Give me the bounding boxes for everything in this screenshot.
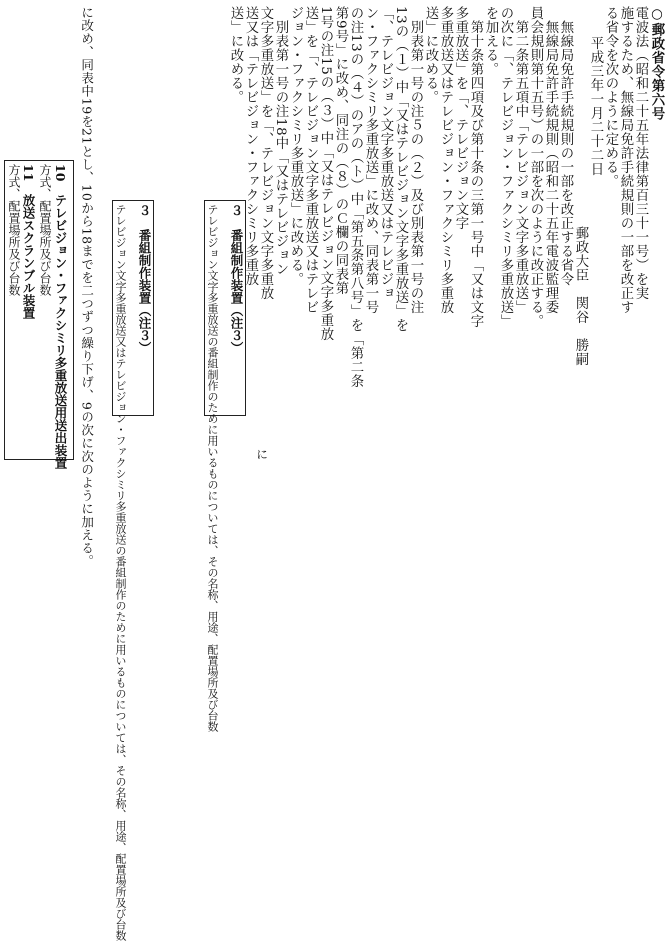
body-line: 1号の注15の（３）中「又はテレビジョン文字多重放 xyxy=(318,6,333,342)
preamble-line-1: 電波法（昭和二十五年法律第百三十一号）を実 xyxy=(633,6,648,300)
row-item: テレビジョン・ファクシミリ多重放送用送出装置 xyxy=(53,193,68,469)
minister-signature: 郵政大臣 関谷 勝嗣 xyxy=(573,226,588,366)
body-line: 送」に改める。 xyxy=(423,6,438,104)
preamble-line-2: 施するため、無線局免許手続規則の一部を改正す xyxy=(618,6,633,314)
table-old-desc: テレビジョン文字多重放送の番組制作のために用いるものについては、その名称、用途、配置場所及び台数 xyxy=(206,204,219,732)
ordinance-title: ○郵政省令第六号 xyxy=(649,6,665,121)
row-item: 番組制作装置（注３） xyxy=(229,229,244,354)
row-number: ３ xyxy=(137,204,152,217)
table-added-row-11 xyxy=(22,164,35,454)
row-number: ３ xyxy=(229,204,244,217)
body-line: 別表第一号の注５の（２）及び別表第一号の注 xyxy=(408,20,423,314)
row-number: 10 xyxy=(53,164,68,182)
body-line: 第二条第五項中「テレビジョン文字多重放送」 xyxy=(513,20,528,314)
table-added-row-10-desc: 方式、配置場所及び台数 xyxy=(38,164,52,296)
row-number: 11 xyxy=(21,164,36,182)
continuation-marker: に xyxy=(254,448,269,461)
body-line: 第十条第四項及び第十条の三第一号中「又は文字 xyxy=(468,20,483,328)
table-old-item xyxy=(230,204,243,412)
body-line: 送又は「テレビジョン・ファクシミリ多重放 xyxy=(243,6,258,286)
body-line: ジョン・ファクシミリ多重放送」に改める。 xyxy=(288,6,303,286)
table-added-row-10 xyxy=(53,164,68,469)
body-line: 無線局免許手続規則（昭和二十五年電波監理委 xyxy=(543,20,558,314)
preamble-line-3: る省令を次のように定める。 xyxy=(603,6,618,188)
body-line: 送」に改める。 xyxy=(228,6,243,104)
row-item: 番組制作装置（注３） xyxy=(137,229,152,354)
body-line: ン・ファクシミリ多重放送」に改め、同表第一号 xyxy=(363,6,378,314)
body-line: 第9号」に改め、同注の（８）のＣ欄の同表第 xyxy=(333,6,348,296)
body-line: を加える。 xyxy=(483,6,498,76)
body-line: 文字多重放送」を「、テレビジョン文字多重放 xyxy=(258,6,273,300)
body-line: 送」を「、テレビジョン文字多重放送又はテレビ xyxy=(303,6,318,314)
body-line: 員会規則第十五号）の一部を次のように改正する。 xyxy=(528,6,543,328)
body-line: 多重放送又はテレビジョン・ファクシミリ多重放 xyxy=(438,6,453,314)
body-line: 無線局免許手続規則の一部を改正する省令 xyxy=(558,20,573,286)
promulgation-date: 平成三年一月二十二日 xyxy=(588,36,603,176)
amendment-instruction: に改め、同表中19を21とし、10から18までを二つずつ繰り下げ、9の次に次のように加える。 xyxy=(79,6,95,568)
body-line: 「、テレビジョン文字多重放送又はテレビジョ xyxy=(378,6,393,300)
body-line: の次に「、テレビジョン・ファクシミリ多重放送」 xyxy=(498,6,513,328)
body-line: の注13の（４）のアの（ト）中「第五条第八号」を「第二条 xyxy=(348,6,363,389)
body-line: 別表第一号の注18中「又はテレビジョン xyxy=(273,20,288,277)
body-line: 13の（１）中「又はテレビジョン文字多重放送」を xyxy=(393,6,408,333)
table-added-row-11-desc: 方式、配置場所及び台数 xyxy=(7,164,21,296)
row-item: 放送スクランブル装置 xyxy=(21,193,36,319)
table-new-item xyxy=(138,204,151,412)
body-line: 多重放送」を「、テレビジョン文字 xyxy=(453,6,468,230)
table-new-desc: テレビジョン文字多重放送又はテレビジョン・ファクシミリ多重放送の番組制作のために用いるものについては、その名称、用途、配置場所及び台数 xyxy=(114,204,127,941)
